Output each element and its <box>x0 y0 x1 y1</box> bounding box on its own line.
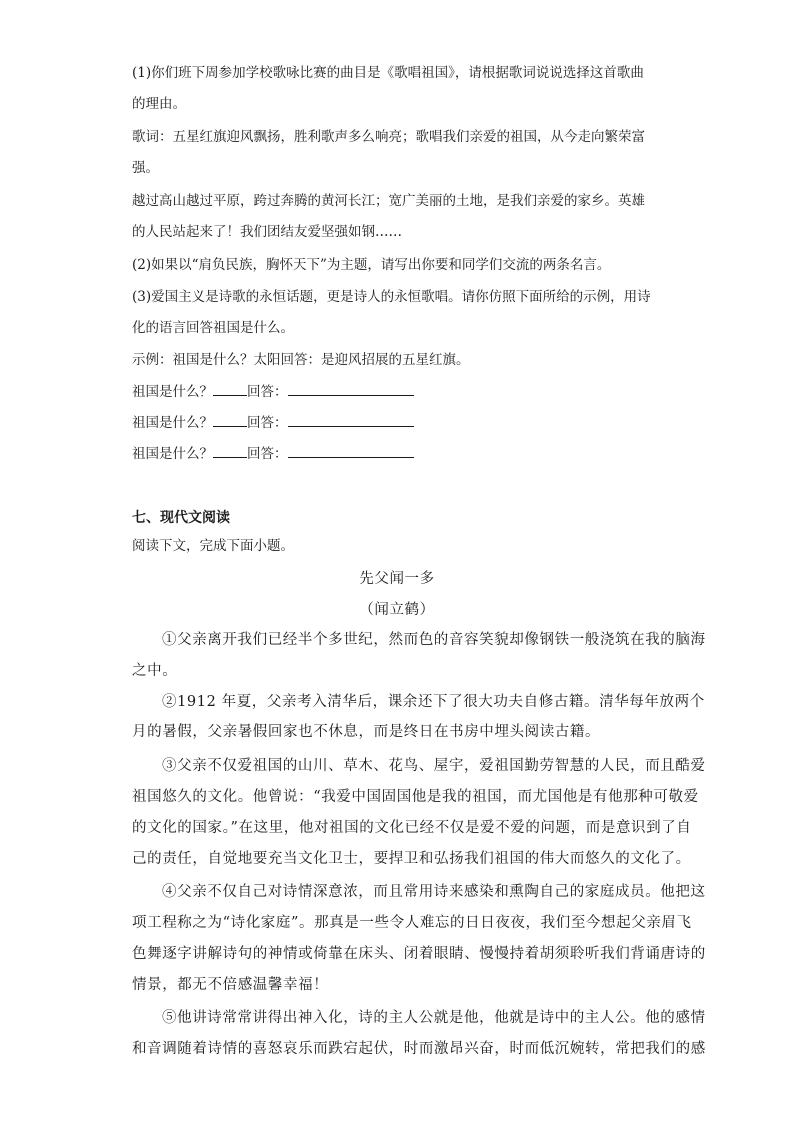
fill-answer-label: 回答： <box>247 415 288 431</box>
article-line-4: 月的暑假，父亲暑假回家也不休息，而是终日在书房中埋头阅读古籍。 <box>132 724 601 740</box>
fill-question: 祖国是什么？ <box>132 384 213 400</box>
fill-answer-label: 回答： <box>247 384 288 400</box>
article-line-14: 和音调随着诗情的喜怒哀乐而跌宕起伏，时而激昂兴奋，时而低沉婉转，常把我们的感 <box>132 1041 706 1057</box>
fill-row-2 <box>132 412 414 432</box>
q1-prompt-line-2: 的理由。 <box>132 96 186 112</box>
fill-row-3 <box>132 443 414 463</box>
fill-blank-short[interactable] <box>213 412 247 427</box>
q3-example: 示例：祖国是什么？太阳回答：是迎风招展的五星红旗。 <box>132 352 470 368</box>
q1-lyrics-line-2: 强。 <box>132 160 159 176</box>
fill-question: 祖国是什么？ <box>132 446 213 462</box>
fill-question: 祖国是什么？ <box>132 415 213 431</box>
q3-prompt-line-1: (3)爱国主义是诗歌的永恒话题，更是诗人的永恒歌唱。请你仿照下面所给的示例，用诗 <box>132 289 651 305</box>
q3-prompt-line-2: 化的语言回答祖国是什么。 <box>132 320 294 336</box>
article-line-6: 祖国悠久的文化。他曾说：“我爱中国固国他是我的祖国，而尤国他是有他那种可敬爱 <box>132 789 699 805</box>
fill-blank-long[interactable] <box>288 443 414 458</box>
q1-prompt-line-1: (1)你们班下周参加学校歌咏比赛的曲目是《歌唱祖国》，请根据歌词说说选择这首歌曲 <box>132 65 644 81</box>
article-author: （闻立鹤） <box>359 602 435 618</box>
article-line-12: 情景，都无不倍感温馨幸福！ <box>132 977 329 993</box>
q2-prompt: (2)如果以“肩负民族，胸怀天下”为主题，请写出你要和同学们交流的两条名言。 <box>132 257 611 273</box>
section-heading: 七、现代文阅读 <box>132 510 230 526</box>
article-line-2: 之中。 <box>132 663 178 679</box>
q1-lyrics-line-1: 歌词：五星红旗迎风飘扬，胜利歌声多么响亮；歌唱我们亲爱的祖国，从今走向繁荣富 <box>132 129 645 145</box>
article-title: 先父闻一多 <box>359 571 435 587</box>
fill-blank-short[interactable] <box>213 443 247 458</box>
fill-row-1 <box>132 381 414 401</box>
article-line-13: ⑤他讲诗常常讲得出神入化，诗的主人公就是他，他就是诗中的主人公。他的感情 <box>162 1010 706 1026</box>
q1-lyrics-line-4: 的人民站起来了！我们团结友爱坚强如钢…… <box>132 224 402 240</box>
article-line-7: 的文化的国家。”在这里，他对祖国的文化已经不仅是爱不爱的问题，而是意识到了自 <box>132 820 692 836</box>
article-line-9: ④父亲不仅自己对诗情深意浓，而且常用诗来感染和熏陶自己的家庭成员。他把这 <box>162 884 706 900</box>
q1-lyrics-line-3: 越过高山越过平原，跨过奔腾的黄河长江；宽广美丽的土地，是我们亲爱的家乡。英雄 <box>132 193 645 209</box>
article-line-3: ②1912 年夏，父亲考入清华后，课余还下了很大功夫自修古籍。清华每年放两个 <box>162 694 705 710</box>
fill-blank-long[interactable] <box>288 381 414 396</box>
article-line-10: 项工程称之为“诗化家庭”。那真是一些令人难忘的日日夜夜，我们至今想起父亲眉飞 <box>132 915 692 931</box>
article-line-8: 己的责任，自觉地要充当文化卫士，要捍卫和弘扬我们祖国的伟大而悠久的文化了。 <box>132 851 691 867</box>
fill-blank-long[interactable] <box>288 412 414 427</box>
fill-answer-label: 回答： <box>247 446 288 462</box>
fill-blank-short[interactable] <box>213 381 247 396</box>
article-line-11: 色舞逐字讲解诗句的神情或倚靠在床头、闭着眼睛、慢慢持着胡须聆听我们背诵唐诗的 <box>132 946 706 962</box>
article-line-5: ③父亲不仅爱祖国的山川、草木、花鸟、屋宇，爱祖国勤劳智慧的人民，而且酷爱 <box>162 758 706 774</box>
article-line-1: ①父亲离开我们已经半个多世纪，然而色的音容笑貌却像钢铁一般浇筑在我的脑海 <box>162 632 706 648</box>
section-instruction: 阅读下文，完成下面小题。 <box>132 538 294 554</box>
